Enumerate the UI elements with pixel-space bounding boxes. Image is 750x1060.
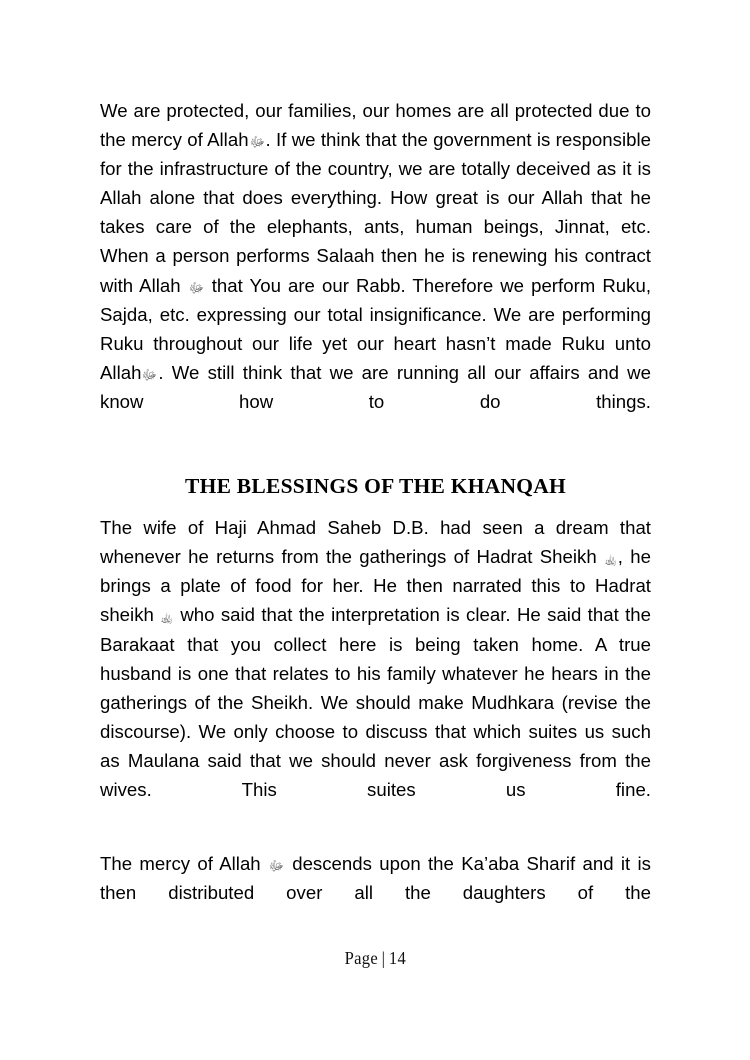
- section-heading-block: [100, 472, 651, 501]
- section-heading: THE BLESSINGS OF THE KHANQAH: [185, 474, 566, 499]
- paragraph-3-segment-1: The mercy of Allah: [100, 853, 261, 875]
- footer-page-number: 14: [388, 948, 406, 968]
- page-content: [100, 96, 651, 936]
- paragraph-1-segment-2: . If we think that the government is responsible for the infrastructure of the country, we are totally deceived as it is Allah alone that does everything. How great is our Allah that he takes care of the elephants, ants, human beings, Jinnat, etc. When a person performs Salaah then he is renewing his contract with Allah: [100, 129, 651, 296]
- page-footer: [0, 948, 750, 969]
- paragraph-1-segment-1: We are protected, our families, our homes are all protected due to the mercy of Allah: [100, 100, 651, 151]
- paragraph-1-segment-3: that You are our Rabb. Therefore we perform Ruku, Sajda, etc. expressing our total insignificance. We are performing Ruku throughout our life yet our heart hasn’t made Ruku unto Allah: [100, 274, 652, 383]
- paragraph-2-segment-3: who said that the interpretation is clear. He said that the Barakaat that you collect here is being taken home. A true husband is one that relates to his family whatever he hears in the gatherings of the Sheikh. We should make Mudhkara (revise the discourse). We only choose to discuss that which suites us such as Maulana said that we should never ask forgiveness from the wives. This suites us fine.: [100, 604, 652, 800]
- paragraph-body-1: We are protected, our families, our homes are all protected due to the mercy of Allahﷻ. If we think that the government is responsible for the infrastructure of the country, we are totally deceived as it is Allah alone that does everything. How great is our Allah that he takes care of the elephants, ants, human beings, Jinnat, etc. When a person performs Salaah then he is renewing his contract with Allah ﷻ that You are our Rabb. Therefore we perform Ruku, Sajda, etc. expressing our total insignificance. We are performing Ruku throughout our life yet our heart hasn’t made Ruku unto Allahﷻ. We still think that we are running all our affairs and we know how to do things.: [100, 100, 652, 412]
- paragraph-3-segment-2: descends upon the Ka’aba Sharif and it is then distributed over all the daughters of the: [100, 853, 651, 904]
- footer-separator: |: [381, 948, 385, 968]
- footer-page-indicator: [344, 948, 405, 969]
- paragraph-2-segment-1: The wife of Haji Ahmad Saheb D.B. had seen a dream that whenever he returns from the gatherings of Hadrat Sheikh: [100, 517, 651, 568]
- paragraph-body-2: The wife of Haji Ahmad Saheb D.B. had seen a dream that whenever he returns from the gatherings of Hadrat Sheikh ﵀, he brings a plate of food for her. He then narrated this to Hadrat sheikh ﵀ who said that the interpretation is clear. He said that the Barakaat that you collect here is being taken home. A true husband is one that relates to his family whatever he hears in the gatherings of the Sheikh. We should make Mudhkara (revise the discourse). We only choose to discuss that which suites us such as Maulana said that we should never ask forgiveness from the wives. This suites us fine.: [100, 517, 652, 800]
- paragraph-body-3: The mercy of Allah ﷻ descends upon the Ka’aba Sharif and it is then distributed over all the daughters of the: [100, 853, 651, 904]
- paragraph-2-segment-2: , he brings a plate of food for her. He then narrated this to Hadrat sheikh: [100, 546, 652, 626]
- footer-label: Page: [344, 948, 378, 968]
- paragraph-1-segment-4: . We still think that we are running all our affairs and we know how to do things.: [100, 361, 651, 412]
